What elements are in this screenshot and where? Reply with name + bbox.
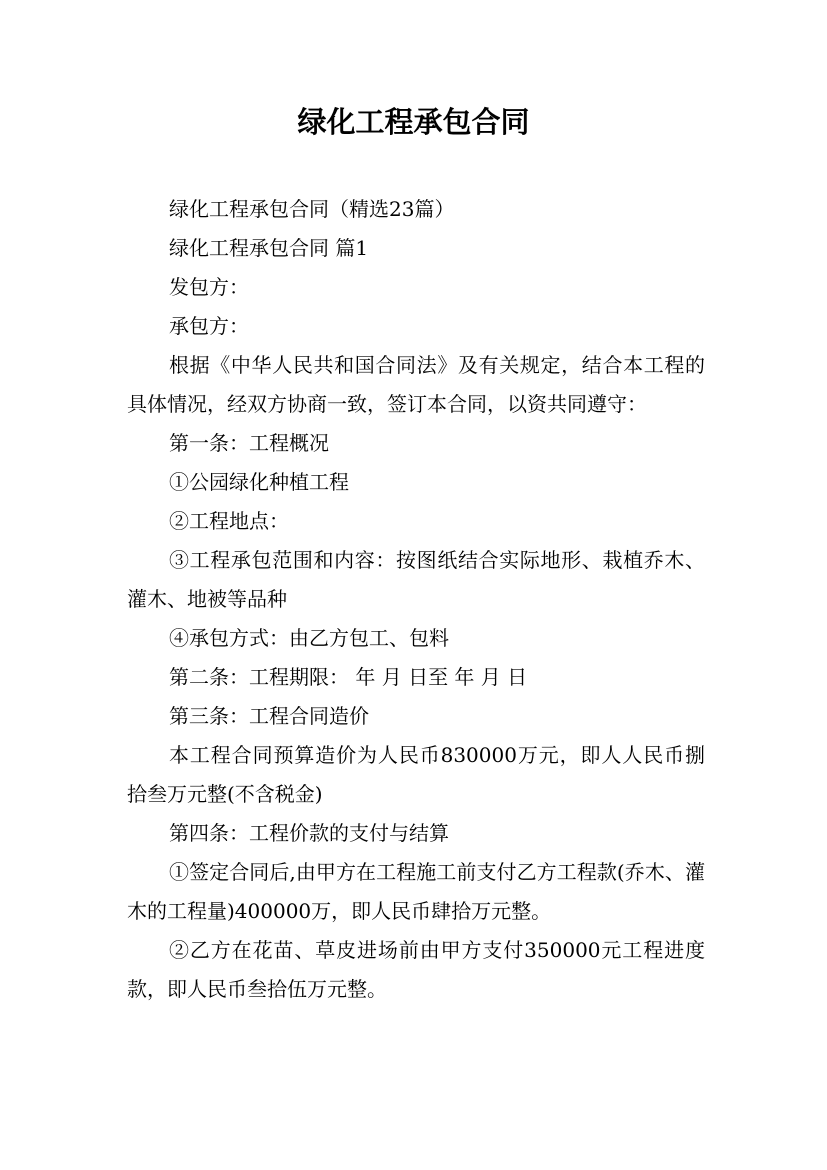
paragraph-contract-price: 本工程合同预算造价为人民币830000万元，即人人民币捌拾叁万元整(不含税金): [127, 743, 705, 806]
paragraph-article-1: 第一条：工程概况: [169, 431, 329, 455]
paragraph-article-3: 第三条：工程合同造价: [169, 704, 369, 728]
paragraph-preamble: 根据《中华人民共和国合同法》及有关规定，结合本工程的具体情况，经双方协商一致，签订本合同，以资共同遵守：: [127, 353, 705, 416]
paragraph-item-4: ④承包方式：由乙方包工、包料: [169, 626, 449, 650]
paragraph-payment-2: ②乙方在花苗、草皮进场前由甲方支付350000元工程进度款，即人民币叁拾伍万元整。: [127, 938, 705, 1001]
paragraph-article-4: 第四条：工程价款的支付与结算: [169, 821, 449, 845]
paragraph-item-2: ②工程地点：: [169, 509, 289, 533]
paragraph-section-heading: 绿化工程承包合同 篇1: [169, 236, 369, 260]
paragraph-subtitle: 绿化工程承包合同（精选23篇）: [169, 197, 455, 221]
paragraph-payment-1: ①签定合同后,由甲方在工程施工前支付乙方工程款(乔木、灌木的工程量)400000万，即人民币肆拾万元整。: [127, 860, 705, 923]
document-title: 绿化工程承包合同: [297, 105, 530, 139]
paragraph-article-2: 第二条：工程期限： 年 月 日至 年 月 日: [169, 665, 528, 689]
paragraph-item-3: ③工程承包范围和内容：按图纸结合实际地形、栽植乔木、灌木、地被等品种: [127, 548, 705, 611]
paragraph-contractor: 发包方：: [169, 275, 249, 299]
paragraph-item-1: ①公园绿化种植工程: [169, 470, 349, 494]
paragraph-contractee: 承包方：: [169, 314, 249, 338]
document-body: [127, 190, 705, 1009]
